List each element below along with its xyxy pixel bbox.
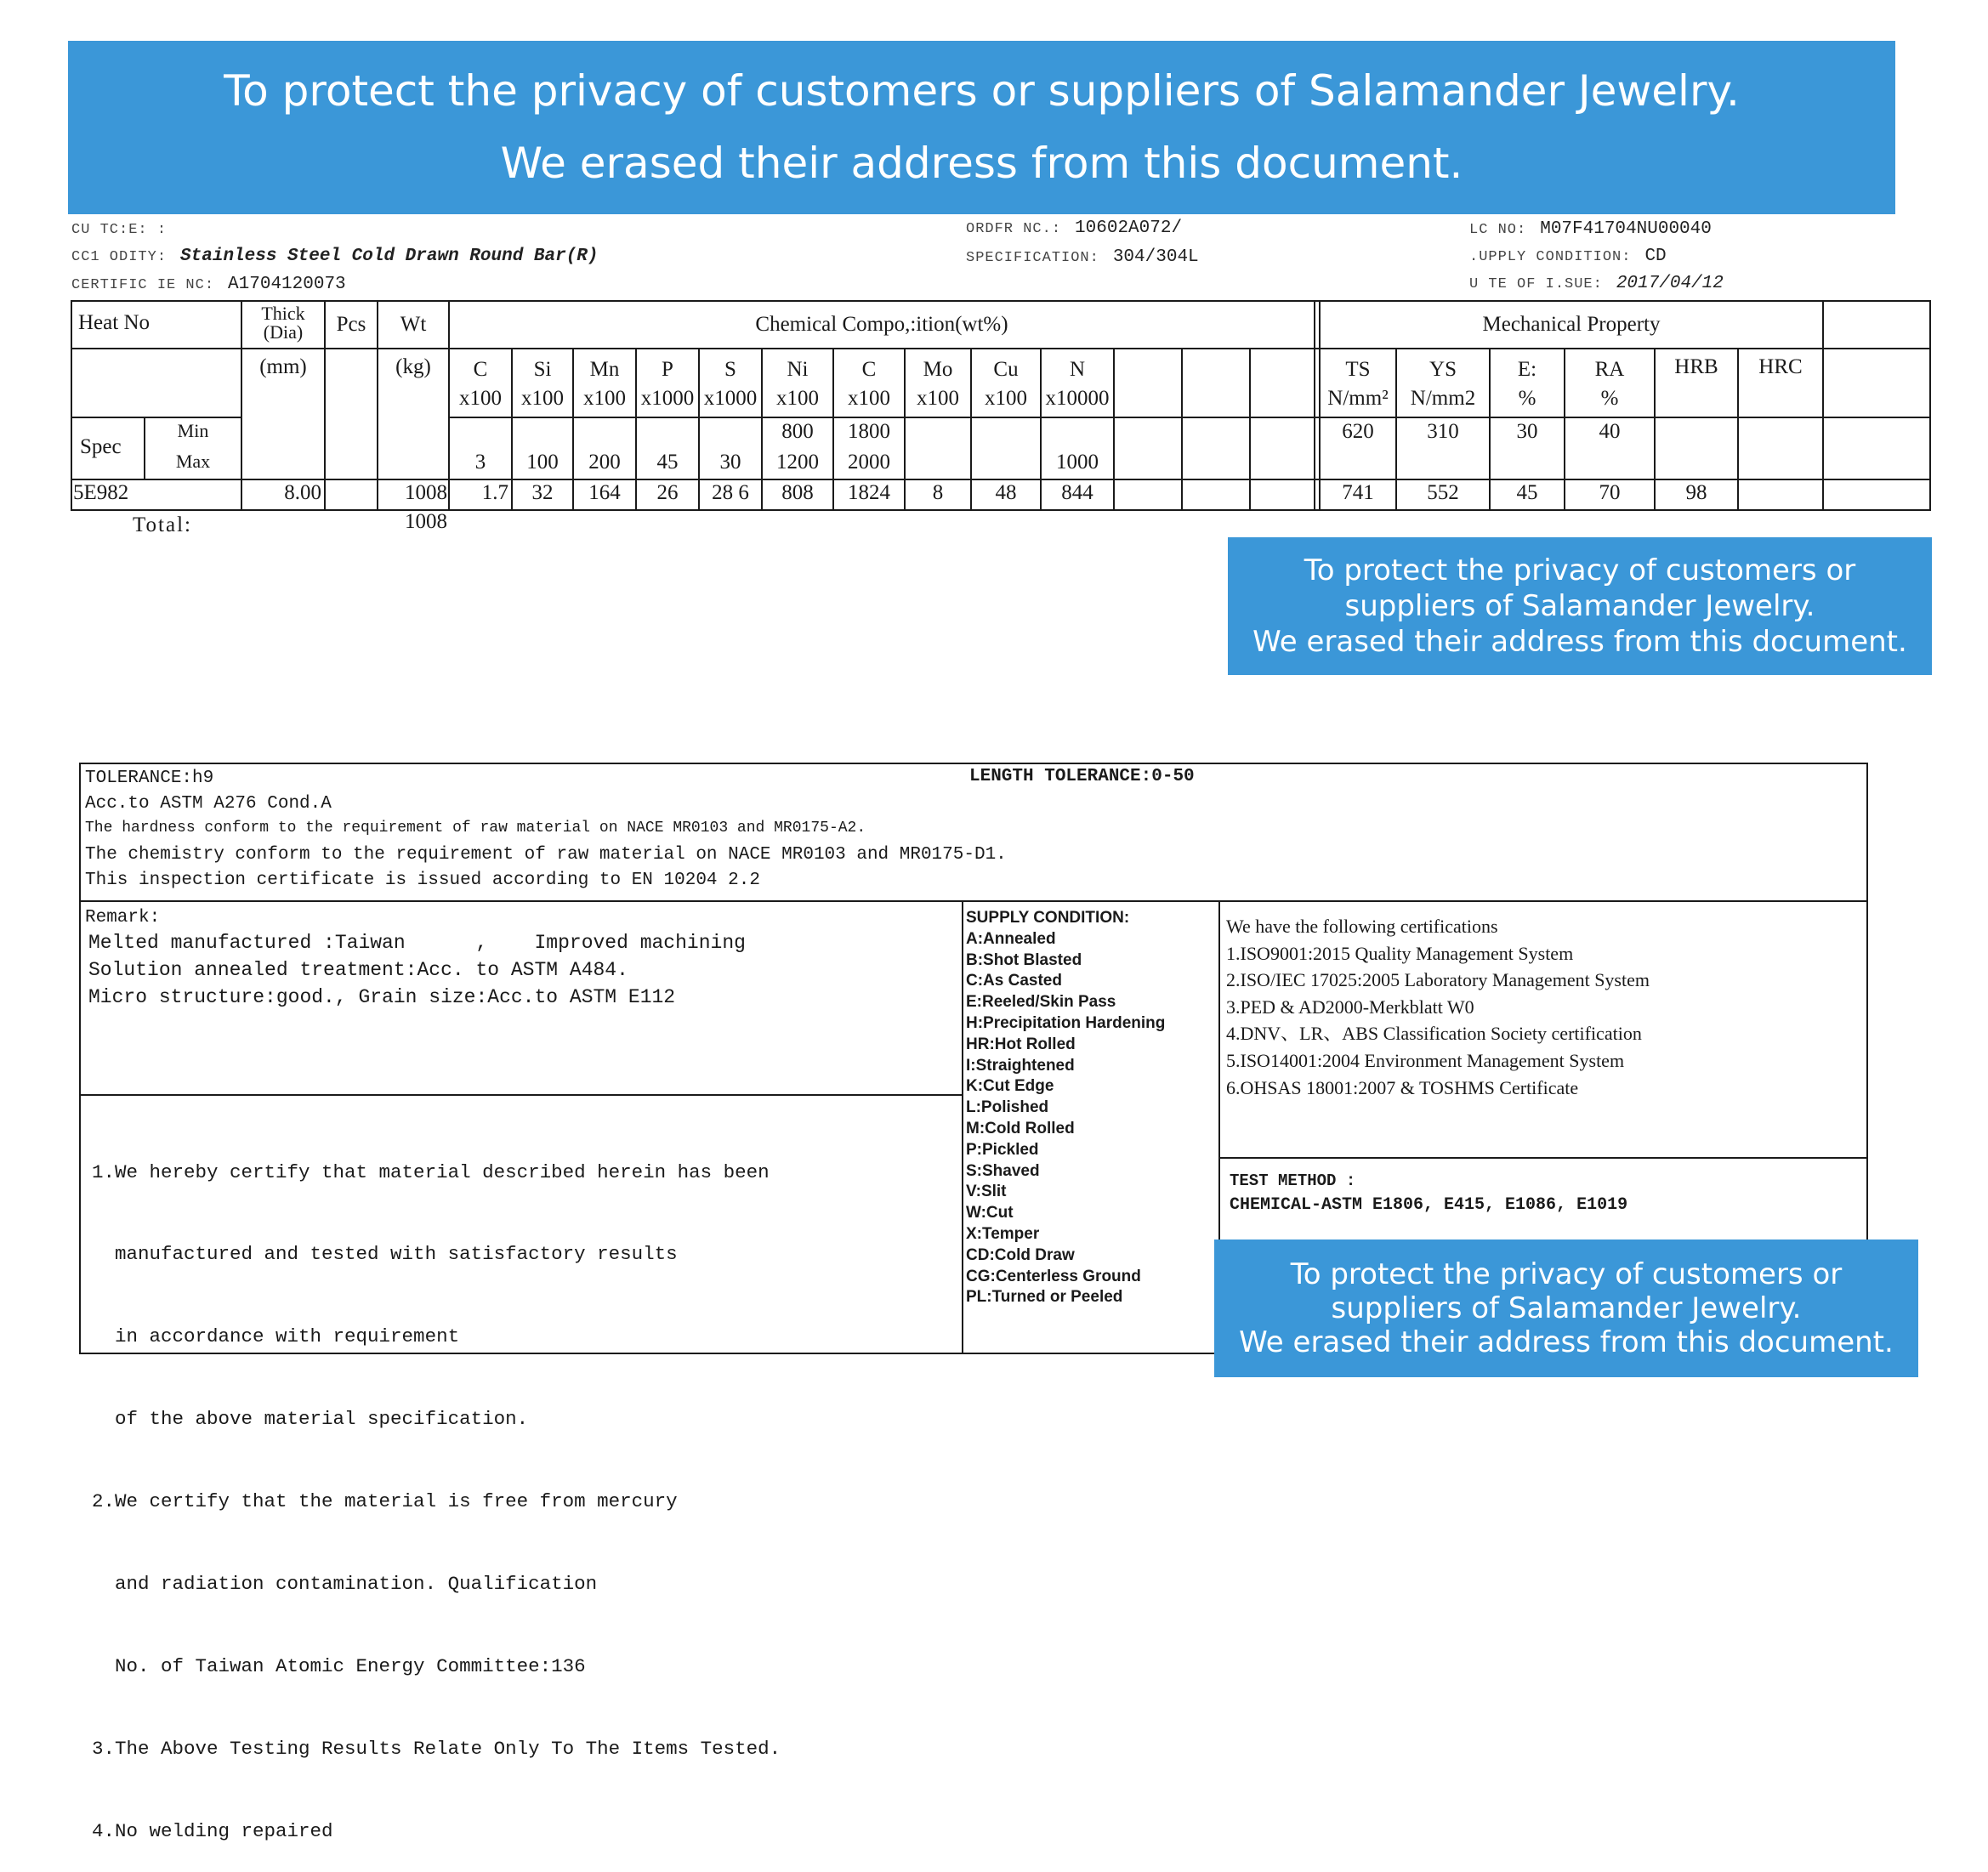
row-cu: 48: [995, 481, 1017, 504]
certification-item: 4.DNV、LR、ABS Classification Society certification: [1226, 1023, 1642, 1045]
min-el: 30: [1516, 420, 1538, 443]
supply-condition-item: A:Annealed: [966, 929, 1056, 948]
certify-line: manufactured and tested with satisfactory results: [92, 1243, 678, 1266]
supply-condition-item: X:Temper: [966, 1224, 1040, 1243]
certifications-intro: We have the following certifications: [1226, 916, 1498, 937]
note-line: The hardness conform to the requirement of raw material on NACE MR0103 and MR0175-A2.: [85, 820, 866, 837]
certification-item: 6.OHSAS 18001:2007 & TOSHMS Certificate: [1226, 1076, 1579, 1098]
row-n: 844: [1061, 481, 1093, 504]
min-ys: 310: [1427, 420, 1459, 443]
remark-label: Remark:: [85, 908, 161, 927]
row-ra: 70: [1599, 481, 1621, 504]
privacy-banner-bottom: [1214, 1239, 1918, 1377]
certify-line: 2.We certify that the material is free from mercury: [92, 1490, 678, 1513]
supply-condition-item: K:Cut Edge: [966, 1077, 1054, 1096]
tolerance-text: TOLERANCE:h9: [85, 769, 214, 788]
row-ni: 808: [781, 481, 814, 504]
chem-col-c: C x100: [459, 358, 502, 410]
chem-col-mn: Mn x100: [583, 358, 626, 410]
chem-col-cu: Cu x100: [985, 358, 1027, 410]
certify-line: 4.No welding repaired: [92, 1819, 333, 1842]
test-method-value: CHEMICAL-ASTM E1806, E415, E1086, E1019: [1230, 1195, 1628, 1215]
thick-unit: (mm): [259, 355, 307, 378]
mech-col-ys: YS N/mm2: [1410, 358, 1476, 410]
note-line: Acc.to ASTM A276 Cond.A: [85, 794, 332, 814]
wt-header: Wt: [400, 313, 427, 336]
banner-line: To protect the privacy of customers or suppliers of Salamander Jewelry.: [224, 66, 1740, 116]
supply-condition-item: P:Pickled: [966, 1140, 1039, 1159]
max-ni: 1200: [776, 451, 819, 474]
mech-col-hrb: HRB: [1674, 355, 1718, 378]
supply-condition-item: C:As Casted: [966, 972, 1062, 990]
test-method-label: TEST METHOD :: [1230, 1171, 1356, 1190]
banner-line: suppliers of Salamander Jewelry.: [1331, 1291, 1802, 1325]
row-s: 28 6: [712, 481, 749, 504]
certification-item: 5.ISO14001:2004 Environment Management System: [1226, 1049, 1625, 1071]
banner-line: We erased their address from this document.: [1252, 625, 1907, 659]
supply-condition-title: SUPPLY CONDITION:: [966, 909, 1130, 927]
certification-item: 1.ISO9001:2015 Quality Management System: [1226, 942, 1574, 964]
banner-line: To protect the privacy of customers or: [1290, 1257, 1843, 1291]
supply-condition-item: B:Shot Blasted: [966, 950, 1082, 969]
max-n: 1000: [1056, 451, 1099, 474]
thick-label: Thick: [261, 303, 305, 324]
remark-line: Melted manufactured :Taiwan , Improved machining: [88, 932, 746, 954]
certify-line: of the above material specification.: [92, 1408, 529, 1431]
date-label: U TE OF I.SUE:: [1469, 276, 1603, 292]
max-s: 30: [719, 451, 741, 474]
supply-condition-item: CG:Centerless Ground: [966, 1267, 1141, 1285]
mech-col-ts: TS N/mm²: [1327, 358, 1389, 410]
certifications-list: [1226, 913, 1650, 1101]
min-cr: 1800: [848, 420, 890, 443]
remark-line: Micro structure:good., Grain size:Acc.to ASTM E112: [88, 986, 676, 1008]
total-value: 1008: [405, 510, 447, 533]
max-mn: 200: [588, 451, 621, 474]
supply-condition-value: CD: [1644, 247, 1667, 266]
banner-line: To protect the privacy of customers or: [1304, 553, 1856, 587]
min-ni: 800: [781, 420, 814, 443]
certify-line: 1.We hereby certify that material described herein has been: [92, 1160, 770, 1183]
max-label: Max: [175, 451, 211, 472]
supply-condition-label: .UPPLY CONDITION:: [1469, 249, 1632, 265]
heat-no-header: Heat No: [78, 311, 150, 334]
pcs-header: Pcs: [336, 313, 366, 336]
chemical-composition-header: Chemical Compo,:ition(wt%): [755, 313, 1008, 336]
banner-line: suppliers of Salamander Jewelry.: [1344, 589, 1815, 623]
supply-condition-item: W:Cut: [966, 1204, 1014, 1222]
chem-col-ni: Ni x100: [776, 358, 819, 410]
length-tolerance-text: LENGTH TOLERANCE:0-50: [969, 767, 1195, 786]
privacy-banner-middle: [1228, 537, 1932, 675]
row-p: 26: [656, 481, 679, 504]
min-ts: 620: [1342, 420, 1374, 443]
note-line: The chemistry conform to the requirement of raw material on NACE MR0103 and MR0175-D1.: [85, 845, 1007, 865]
certify-line: No. of Taiwan Atomic Energy Committee:136: [92, 1654, 586, 1677]
specification-value: 304/304L: [1112, 247, 1199, 267]
supply-condition-item: E:Reeled/Skin Pass: [966, 993, 1116, 1012]
chem-col-s: S x1000: [703, 358, 758, 410]
row-mo: 8: [932, 481, 944, 504]
chem-col-mo: Mo x100: [917, 358, 959, 410]
mechanical-property-header: Mechanical Property: [1482, 313, 1661, 336]
lc-label: LC NO:: [1469, 222, 1527, 238]
max-p: 45: [656, 451, 679, 474]
certify-line: in accordance with requirement: [92, 1325, 460, 1348]
row-mn: 164: [588, 481, 621, 504]
thick-dia-header: [241, 304, 325, 342]
row-hrb: 98: [1685, 481, 1707, 504]
supply-condition-item: M:Cold Rolled: [966, 1119, 1075, 1137]
supply-condition-item: I:Straightened: [966, 1056, 1075, 1075]
row-wt: 1008: [405, 481, 447, 504]
chem-col-n: N x10000: [1045, 358, 1110, 410]
row-el: 45: [1516, 481, 1538, 504]
mech-col-el: E: %: [1517, 358, 1537, 410]
row-heat-no: 5E982: [73, 481, 129, 504]
chem-col-p: P x1000: [640, 358, 695, 410]
wt-unit: (kg): [395, 355, 431, 378]
chem-col-si: Si x100: [521, 358, 564, 410]
min-label: Min: [177, 420, 209, 441]
row-thick: 8.00: [284, 481, 321, 504]
supply-condition-item: HR:Hot Rolled: [966, 1035, 1076, 1053]
supply-condition-item: L:Polished: [966, 1098, 1049, 1117]
dia-label: (Dia): [263, 321, 304, 343]
mech-col-ra: RA %: [1594, 358, 1625, 410]
remark-line: Solution annealed treatment:Acc. to ASTM A484.: [88, 959, 628, 981]
min-ra: 40: [1599, 420, 1621, 443]
max-c: 3: [474, 451, 486, 474]
supply-condition-item: CD:Cold Draw: [966, 1245, 1075, 1264]
lc-value: M07F41704NU00040: [1540, 219, 1712, 239]
max-cr: 2000: [848, 451, 890, 474]
order-value: 10602A072/: [1075, 218, 1183, 238]
row-ts: 741: [1342, 481, 1374, 504]
chem-col-cr: C x100: [848, 358, 890, 410]
commodity-value: Stainless Steel Cold Drawn Round Bar(R): [180, 247, 599, 266]
order-label: ORDFR NC.:: [966, 221, 1062, 237]
certification-item: 2.ISO/IEC 17025:2005 Laboratory Management System: [1226, 969, 1650, 991]
banner-line: We erased their address from this document.: [500, 139, 1463, 188]
certificate-value: A1704120073: [228, 275, 346, 294]
mech-col-hrc: HRC: [1758, 355, 1803, 378]
note-line: This inspection certificate is issued according to EN 10204 2.2: [85, 871, 760, 890]
certification-item: 3.PED & AD2000-Merkblatt W0: [1226, 996, 1474, 1018]
specification-label: SPECIFICATION:: [966, 250, 1099, 266]
supply-condition-item: H:Precipitation Hardening: [966, 1013, 1166, 1032]
certify-line: 3.The Above Testing Results Relate Only To The Items Tested.: [92, 1737, 781, 1760]
row-ys: 552: [1427, 481, 1459, 504]
customer-label: CU TC:E: :: [71, 222, 168, 238]
supply-condition-item: V:Slit: [966, 1183, 1007, 1201]
banner-line: We erased their address from this document.: [1239, 1325, 1894, 1359]
row-cr: 1824: [848, 481, 890, 504]
row-c: 1.7: [481, 481, 508, 504]
certificate-label: CERTIFIC IE NC:: [71, 277, 215, 293]
supply-condition-item: S:Shaved: [966, 1161, 1040, 1180]
max-si: 100: [526, 451, 559, 474]
certify-line: and radiation contamination. Qualification: [92, 1573, 598, 1596]
row-si: 32: [531, 481, 554, 504]
total-label: Total:: [133, 513, 192, 536]
supply-condition-legend: [966, 908, 1165, 1308]
date-value: 2017/04/12: [1616, 274, 1724, 293]
supply-condition-item: PL:Turned or Peeled: [966, 1288, 1123, 1307]
commodity-label: CC1 ODITY:: [71, 249, 168, 265]
spec-label: Spec: [80, 435, 122, 458]
certify-statements: [92, 1103, 781, 1872]
